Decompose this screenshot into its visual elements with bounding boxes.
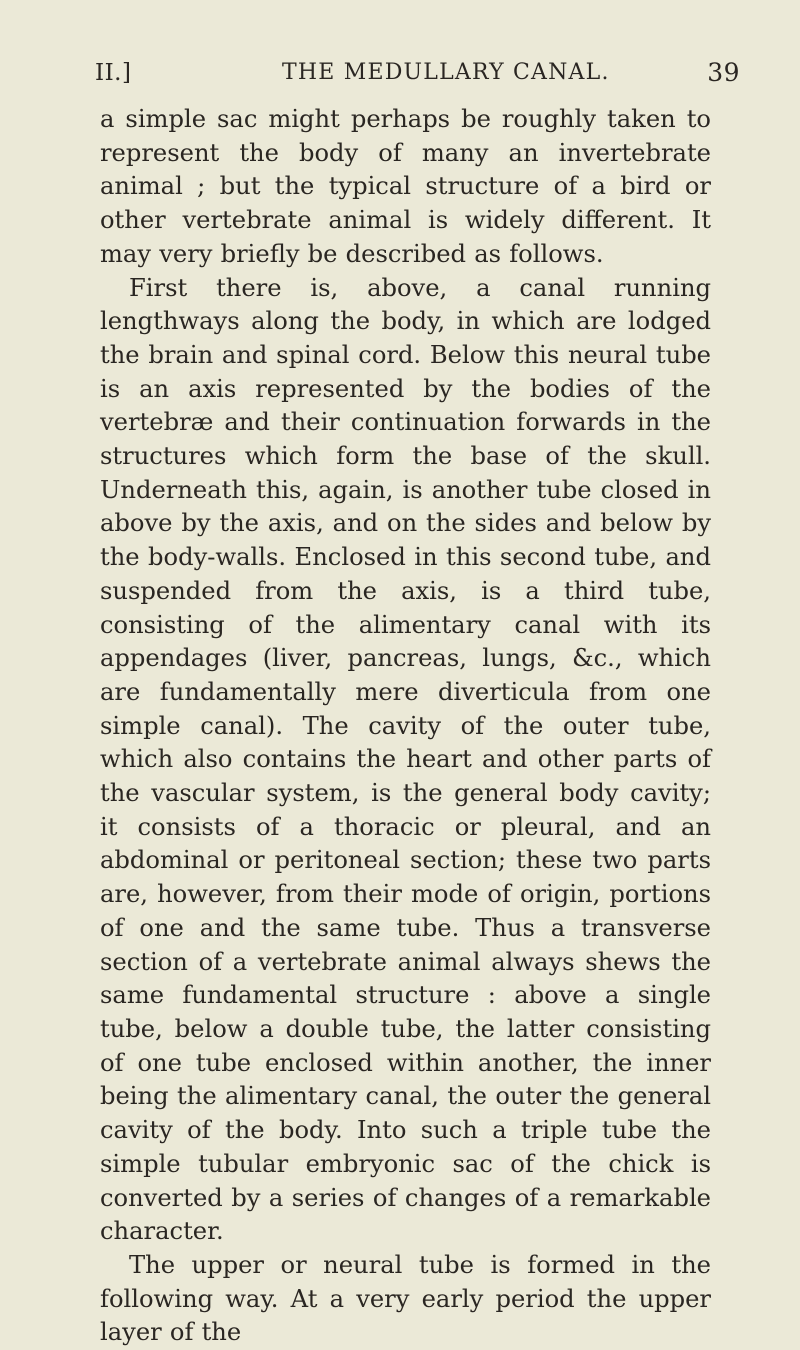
chapter-marker: II.] [95,60,132,86]
page-number: 39 [707,58,740,87]
body-text [100,103,711,1350]
running-title: THE MEDULLARY CANAL. [282,60,610,85]
paragraph-2: First there is, above, a canal running lengthways along the body, in which are lodged the brain and spinal cord. Below this neural tube is an axis represented by the bodies of the vertebræ and their continuation forwards in the structures which form the base of the skull. Underneath this, again, is another tube closed in above by the axis, and on the sides and below by the body-walls. Enclosed in this second tube, and suspended from the axis, is a third tube, consisting of the alimentary canal with its appendages (liver, pancreas, lungs, &c., which are fundamentally mere diverticula from one simple canal). The cavity of the outer tube, which also contains the heart and other parts of the vascular system, is the general body cavity; it consists of a thoracic or pleural, and an abdominal or peritoneal section; these two parts are, however, from their mode of origin, portions of one and the same tube. Thus a transverse section of a vertebrate animal always shews the same fundamental structure : above a single tube, below a double tube, the latter consisting of one tube enclosed within another, the inner being the alimentary canal, the outer the general cavity of the body. Into such a triple tube the simple tubular embryonic sac of the chick is converted by a series of changes of a remarkable character. [100,273,711,1246]
running-head [95,52,740,92]
paragraph-1: a simple sac might perhaps be roughly taken to represent the body of many an invertebrate animal ; but the typical structure of a bird or other vertebrate animal is widely different. It may very briefly be described as follows. [100,105,711,268]
paragraph-3: The upper or neural tube is formed in the following way. At a very early period the upper layer of the [100,1250,711,1347]
